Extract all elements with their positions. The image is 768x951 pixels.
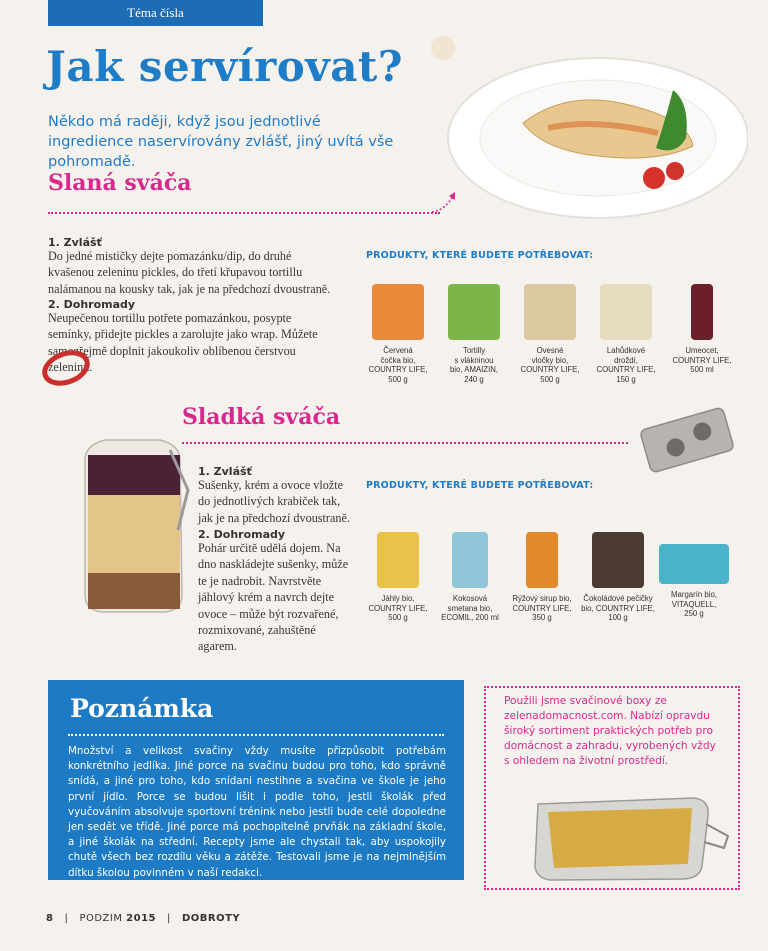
product-item: Margarín bio, VITAQUELL, 250 g [656, 532, 732, 619]
product-item: Červená čočka bio, COUNTRY LIFE, 500 g [360, 284, 436, 384]
product-image [691, 284, 713, 340]
section-tag: Téma čísla [48, 0, 263, 26]
product-image [452, 532, 488, 588]
product-item: Jáhly bio, COUNTRY LIFE, 500 g [360, 532, 436, 623]
product-image [377, 532, 419, 588]
sweet-divider [182, 442, 628, 444]
salty-step2-text: Neupečenou tortillu potřete pomazánkou, posypte semínky, přidejte pickles a zarolujte jako wrap. Můžete samozřejmě doplnit jakoukoliv oblíbenou čerstvou zeleninu. [48, 311, 318, 375]
salty-step1-title: 1. Zvlášť [48, 236, 102, 249]
salty-heading: Slaná sváča [48, 170, 192, 196]
footer-year: 2015 [126, 913, 156, 924]
product-item: Tortilly s vlákninou bio, AMAIZIN, 240 g [436, 284, 512, 384]
sweet-heading: Sladká sváča [182, 404, 341, 430]
sweet-step2-title: 2. Dohromady [198, 528, 286, 541]
sweet-step1-title: 1. Zvlášť [198, 465, 252, 478]
product-item: Kokosová smetana bio, ECOMIL, 200 ml [432, 532, 508, 623]
salty-step2-title: 2. Dohromady [48, 298, 136, 311]
salty-step1-text: Do jedné mističky dejte pomazánku/dip, do druhé kvašenou zeleninu pickles, do třetí křupavou tortillu nalámanou na kousky tak, jak je na předchozí dvoustraně. [48, 249, 331, 296]
footer-separator: | [159, 913, 179, 924]
sweet-step1-text: Sušenky, krém a ovoce vložte do jednotlivých krabiček tak, jak je na předchozí dvoustraně. [198, 478, 350, 525]
note-divider [68, 734, 444, 736]
product-item: Lahůdkové droždí, COUNTRY LIFE, 150 g [588, 284, 664, 384]
product-item: Rýžový sirup bio, COUNTRY LIFE, 350 g [504, 532, 580, 623]
jar-image [30, 340, 190, 620]
product-image [448, 284, 500, 340]
wrap-plate-image [418, 28, 748, 228]
page-title: Jak servírovat? [46, 42, 403, 91]
sidebar-text: Použili jsme svačinové boxy ze zelenadomacnost.com. Nabízí opravdu široký sortiment praktických potřeb pro domácnost a zahradu, vyrobených vždy s ohledem na životní prostředí. [504, 695, 716, 767]
sweet-step2-text: Pohár určitě udělá dojem. Na dno naskládejte sušenky, může te je nadrobit. Navrstvěte jáhlový krém a navrch dejte ovoce – může být rozvařené, rozmixované, zahuštěné agarem. [198, 541, 349, 654]
note-heading: Poznámka [70, 694, 214, 723]
note-text: Množství a velikost svačiny vždy musíte přizpůsobit potřebám konkrétního jedlíka. Jiné porce na svačinu budou pro toho, kdo správně snídá, a jiné pro toho, kdo snídani nestihne a svačina ve škole je jeho první jídlo. Porce se budou lišit i podle toho, jestli školák před vyučováním absolvuje sportovní trénink nebo jestli bude celé dopoledne jen sedět ve třídě. Jiné porce má pochopitelně prvňák na základní škole, a jiné školák na střední. Recepty jsme ale chystali tak, aby uspokojily chutě všech bez rozdílu věku a zátěže. Testovali jsme je na nejmlnějším dítku školou povinném v naší redakci. [68, 745, 446, 879]
product-item: Umeocet, COUNTRY LIFE, 500 ml [664, 284, 740, 375]
arrow-icon [430, 188, 460, 218]
product-image [524, 284, 576, 340]
salty-products-heading: PRODUKTY, KTERÉ BUDETE POTŘEBOVAT: [366, 250, 594, 261]
footer-magazine: DOBROTY [181, 913, 241, 924]
product-image [600, 284, 652, 340]
footer-season: PODZIM [79, 913, 123, 924]
sweet-products-heading: PRODUKTY, KTERÉ BUDETE POTŘEBOVAT: [366, 480, 594, 491]
sharpener-image [632, 400, 742, 480]
salty-divider [48, 212, 440, 214]
product-item: Čokoládové pečičky bio, COUNTRY LIFE, 100 g [580, 532, 656, 623]
page-number: 8 [46, 913, 54, 924]
product-image [659, 544, 729, 584]
article-intro: Někdo má raději, když jsou jednotlivé ingredience naservírovány zvlášť, jiný uvítá vše pohromadě. [48, 114, 394, 170]
product-image [526, 532, 558, 588]
note-box [48, 680, 464, 880]
lunchbox-image [516, 784, 736, 884]
sidebar-box [484, 686, 740, 890]
product-image [592, 532, 644, 588]
product-image [372, 284, 424, 340]
product-item: Ovesné vločky bio, COUNTRY LIFE, 500 g [512, 284, 588, 384]
footer-separator: | [57, 913, 76, 924]
page-footer [46, 913, 240, 924]
